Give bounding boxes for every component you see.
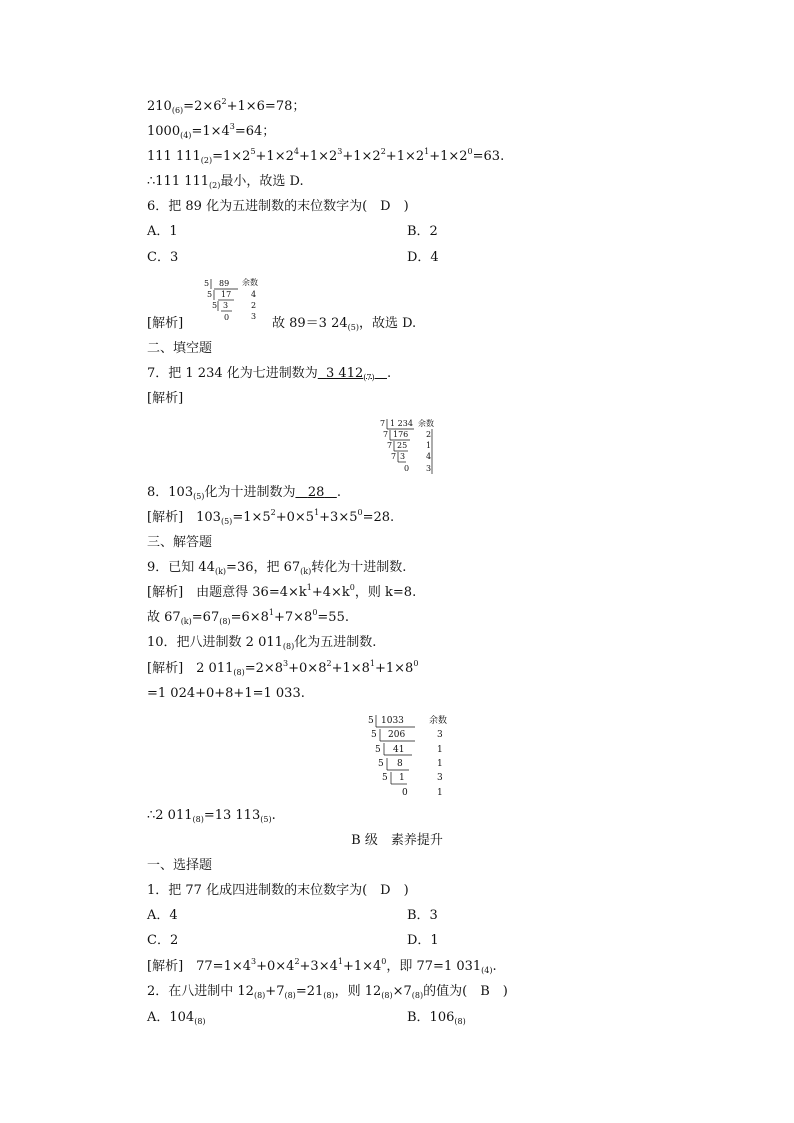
quotient: 3: [223, 301, 229, 310]
subscript: (5): [347, 323, 359, 332]
text: +1×2: [429, 149, 468, 164]
superscript: 0: [312, 608, 318, 617]
text: +1×8: [374, 661, 414, 676]
remainder: 3: [426, 464, 432, 473]
text: [解析] 由题意得 36=4×k: [147, 585, 307, 600]
text: +1×2: [385, 149, 425, 164]
text: +0×5: [275, 510, 315, 525]
text: A．104: [147, 1010, 195, 1025]
text: 化为五进制数.: [294, 635, 377, 650]
b1-option-d: D．1: [407, 933, 439, 948]
answer-blank: [318, 366, 387, 381]
text: =13 113: [203, 808, 261, 823]
b2-option-a: [147, 1010, 206, 1026]
text: =64；: [234, 124, 276, 139]
superscript: 0: [413, 659, 419, 668]
q6-option-d: D．4: [407, 250, 439, 265]
text: =67: [191, 610, 220, 625]
subscript: (8): [219, 617, 231, 626]
eq-line-111111: [147, 149, 504, 165]
remainder: 1: [426, 441, 432, 450]
superscript: 1: [424, 147, 430, 156]
remainder: 3: [437, 773, 443, 783]
text: +3×5: [319, 510, 358, 525]
divisor: 7: [391, 452, 397, 461]
quotient: 206: [388, 730, 406, 740]
subscript: (4): [180, 131, 192, 140]
quotient: 17: [221, 290, 232, 299]
text: =36，把 67: [226, 560, 301, 575]
b1-option-b: B．3: [407, 908, 438, 923]
quotient: 8: [397, 759, 403, 769]
text: +1×6=78；: [226, 99, 306, 114]
superscript: 1: [369, 659, 375, 668]
q8-analysis: [147, 510, 394, 526]
text: +1×4: [342, 959, 382, 974]
b1-option-c: C．2: [147, 933, 179, 948]
subscript: (k): [300, 567, 312, 576]
superscript: 1: [306, 583, 312, 592]
subscript: (6): [171, 106, 184, 115]
text: =55.: [317, 610, 349, 625]
division-diagram-1033: [365, 712, 457, 800]
subscript: (7): [363, 373, 375, 382]
text: +1×8: [331, 661, 370, 676]
remainder-header: 余数: [429, 716, 448, 726]
text: +3×4: [299, 959, 338, 974]
division-diagram-1234: [378, 416, 442, 478]
text: =28.: [362, 510, 395, 525]
divisor: 5: [371, 730, 377, 740]
quotient: 3: [400, 452, 406, 461]
quotient: 41: [393, 745, 405, 755]
subscript: (8): [381, 991, 393, 1000]
text: 化为十进制数为: [204, 485, 296, 500]
text: ，即 77=1 031: [386, 959, 482, 974]
eq-line-1000: [147, 124, 275, 140]
q10-analysis: [147, 661, 418, 677]
text: [解析] 77=1×4: [147, 959, 252, 974]
text: .: [336, 485, 341, 500]
text: 1000: [147, 124, 181, 139]
subscript: (8): [253, 991, 266, 1000]
quotient: 1 234: [390, 419, 413, 428]
text: ，则 k=8.: [354, 585, 417, 600]
subscript: (8): [192, 815, 204, 824]
subscript: (8): [233, 668, 245, 677]
text: =63.: [472, 149, 505, 164]
text: 210: [147, 99, 172, 114]
superscript: 3: [229, 122, 235, 131]
answer-blank: [295, 485, 336, 500]
superscript: 2: [270, 508, 276, 517]
q9-analysis: [147, 585, 416, 601]
remainder: 3: [437, 730, 443, 740]
text: ，故选 D.: [358, 316, 417, 331]
q10-sum-line: =1 024+0+8+1=1 033.: [147, 686, 305, 701]
question-10: [147, 635, 376, 651]
subscript: (8): [411, 991, 424, 1000]
remainder: 4: [251, 290, 257, 299]
text: 3 412: [326, 366, 364, 381]
divisor: 5: [207, 290, 213, 299]
superscript: 3: [251, 957, 257, 966]
question-b2: [147, 984, 508, 1000]
divisor: 5: [375, 745, 381, 755]
q10-result: [147, 808, 276, 824]
question-7: [147, 366, 391, 382]
b2-option-b: [407, 1010, 466, 1026]
question-8: [147, 485, 341, 501]
divisor: 5: [204, 279, 210, 288]
divisor: 7: [387, 441, 393, 450]
remainder: 2: [251, 301, 257, 310]
text: =1×5: [232, 510, 271, 525]
quotient: 0: [402, 788, 408, 798]
quotient: 176: [393, 430, 409, 439]
text: [解析]: [147, 316, 184, 331]
quotient: 1: [399, 773, 405, 783]
text: 2．在八进制中 12: [147, 984, 254, 999]
superscript: 0: [467, 147, 473, 156]
text: +0×8: [288, 661, 327, 676]
superscript: 2: [294, 957, 300, 966]
text: =1×2: [212, 149, 251, 164]
q6-option-c: C．3: [147, 250, 179, 265]
text: 的值为( B ): [423, 984, 508, 999]
text: 9．已知 44: [147, 560, 215, 575]
text: 故 67: [147, 610, 181, 625]
text: ∴2 011: [147, 808, 193, 823]
text: 最小，故选 D.: [220, 174, 304, 189]
text: =6×8: [230, 610, 269, 625]
divisor: 5: [378, 759, 384, 769]
subscript: (4): [481, 966, 493, 975]
subscript: (8): [323, 991, 335, 1000]
quotient: 0: [224, 313, 230, 322]
quotient: 0: [404, 464, 410, 473]
text: 28: [307, 485, 325, 500]
subscript: (k): [214, 567, 227, 576]
text: 故 89＝3 24: [272, 316, 348, 331]
question-9: [147, 560, 406, 576]
superscript: 1: [337, 957, 343, 966]
subscript: (8): [454, 1017, 466, 1026]
q7-analysis: [解析]: [147, 391, 184, 406]
text: .: [492, 959, 497, 974]
text: ∴111 111: [147, 174, 210, 189]
text: ×7: [392, 984, 412, 999]
text: 111 111: [147, 149, 201, 164]
divisor: 5: [368, 716, 374, 726]
superscript: 0: [349, 583, 355, 592]
remainder-header: 余数: [242, 278, 258, 287]
text: 转化为十进制数.: [311, 560, 407, 575]
subscript: (k): [180, 617, 192, 626]
remainder: 1: [437, 759, 443, 769]
superscript: 1: [268, 608, 274, 617]
remainder: 1: [437, 745, 443, 755]
text: =2×8: [244, 661, 284, 676]
divisor: 7: [380, 419, 386, 428]
superscript: 2: [380, 147, 386, 156]
text: ，则 12: [334, 984, 382, 999]
subscript: (8): [194, 1017, 206, 1026]
section-choice: 一、选择题: [147, 858, 213, 873]
divisor: 5: [212, 301, 218, 310]
q6-analysis-result: [272, 316, 416, 332]
divisor: 5: [382, 773, 388, 783]
remainder: 3: [251, 312, 257, 321]
text: +0×4: [256, 959, 295, 974]
text: 10．把八进制数 2 011: [147, 635, 283, 650]
b1-option-a: A．4: [147, 908, 178, 923]
text: 7．把 1 234 化为七进制数为: [147, 366, 318, 381]
superscript: 4: [293, 147, 299, 156]
text: =1×4: [191, 124, 230, 139]
text: +1×2: [342, 149, 381, 164]
superscript: 2: [221, 97, 227, 106]
quotient: 89: [219, 279, 230, 288]
superscript: 2: [326, 659, 332, 668]
subscript: (5): [220, 517, 233, 526]
text: [解析] 2 011: [147, 661, 234, 676]
text: +4×k: [311, 585, 350, 600]
b1-analysis: [147, 959, 497, 975]
subscript: (5): [193, 492, 205, 501]
text: +1×2: [298, 149, 338, 164]
remainder: 2: [426, 430, 432, 439]
text: =21: [295, 984, 324, 999]
question-b1: 1．把 77 化成四进制数的末位数字为( D ): [147, 883, 409, 898]
remainder-header: 余数: [418, 419, 434, 428]
superscript: 5: [250, 147, 256, 156]
superscript: 0: [357, 508, 363, 517]
superscript: 3: [283, 659, 289, 668]
superscript: 3: [337, 147, 343, 156]
subscript: (8): [282, 642, 295, 651]
text: .: [271, 808, 276, 823]
remainder: 1: [437, 788, 443, 798]
subscript: (2): [200, 156, 213, 165]
q6-option-a: A．1: [147, 224, 178, 239]
q6-analysis: [147, 316, 183, 332]
section-solve: 三、解答题: [147, 535, 213, 550]
divisor: 7: [383, 430, 389, 439]
level-b-heading: B 级 素养提升: [351, 833, 443, 848]
text: B．106: [407, 1010, 455, 1025]
section-fill-in: 二、填空题: [147, 341, 213, 356]
superscript: 1: [314, 508, 320, 517]
text: +7: [265, 984, 285, 999]
division-diagram-89: [200, 276, 270, 326]
quotient: 25: [397, 441, 408, 450]
subscript: (5): [260, 815, 272, 824]
superscript: 0: [381, 957, 387, 966]
text: +7×8: [273, 610, 313, 625]
text: =2×6: [183, 99, 222, 114]
text: 8．103: [147, 485, 194, 500]
text: .: [387, 366, 392, 381]
conclusion-line: [147, 174, 304, 190]
q6-option-b: B．2: [407, 224, 438, 239]
quotient: 1033: [381, 716, 404, 726]
q9-result: [147, 610, 349, 626]
remainder: 4: [426, 452, 432, 461]
eq-line-210: [147, 99, 305, 115]
text: +1×2: [255, 149, 294, 164]
subscript: (8): [284, 991, 296, 1000]
question-6: 6．把 89 化为五进制数的末位数字为( D ): [147, 199, 409, 214]
subscript: (2): [209, 181, 221, 190]
text: [解析] 103: [147, 510, 221, 525]
